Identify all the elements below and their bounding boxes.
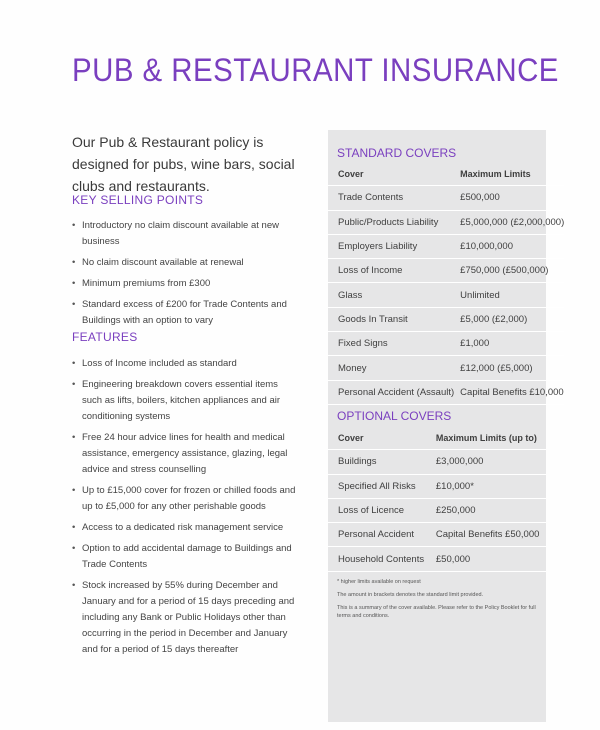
cover-cell: Personal Accident <box>328 523 430 547</box>
list-item: • Access to a dedicated risk management service <box>72 520 297 536</box>
optional-covers-table <box>328 426 546 572</box>
cover-cell: Loss of Licence <box>328 498 430 522</box>
optional-covers-heading: OPTIONAL COVERS <box>337 409 452 423</box>
limit-cell: £5,000 (£2,000) <box>454 307 564 331</box>
key-selling-points-list <box>72 218 297 334</box>
footnotes <box>337 578 537 625</box>
table-row <box>328 498 546 522</box>
table-row <box>328 210 564 234</box>
cover-cell: Goods In Transit <box>328 307 454 331</box>
limit-cell: £10,000* <box>430 474 546 498</box>
cover-cell: Specified All Risks <box>328 474 430 498</box>
cover-cell: Money <box>328 356 454 380</box>
cover-cell: Loss of Income <box>328 259 454 283</box>
limit-cell: Capital Benefits £10,000 <box>454 380 564 404</box>
table-header-row <box>328 426 546 450</box>
limit-cell: £10,000,000 <box>454 234 564 258</box>
limit-cell: £5,000,000 (£2,000,000) <box>454 210 564 234</box>
table-header-row <box>328 162 564 186</box>
cover-cell: Buildings <box>328 450 430 474</box>
list-item: • Standard excess of £200 for Trade Contents and Buildings with an option to vary <box>72 297 297 329</box>
table-row <box>328 283 564 307</box>
limit-cell: £50,000 <box>430 547 546 571</box>
list-item: • Option to add accidental damage to Buildings and Trade Contents <box>72 541 297 573</box>
cover-cell: Personal Accident (Assault) <box>328 380 454 404</box>
limit-cell: £250,000 <box>430 498 546 522</box>
page-title: PUB & RESTAURANT INSURANCE <box>72 52 559 88</box>
covers-panel <box>328 130 565 722</box>
cover-cell: Public/Products Liability <box>328 210 454 234</box>
table-row <box>328 259 564 283</box>
list-item: • Loss of Income included as standard <box>72 356 297 372</box>
limit-cell: £750,000 (£500,000) <box>454 259 564 283</box>
footnote: The amount in brackets denotes the standard limit provided. <box>337 592 484 598</box>
list-item: • No claim discount available at renewal <box>72 255 297 271</box>
col-limit-header: Maximum Limits <box>454 162 564 186</box>
features-heading: FEATURES <box>72 330 138 344</box>
table-row <box>328 234 564 258</box>
cover-cell: Employers Liability <box>328 234 454 258</box>
col-limit-header: Maximum Limits (up to) <box>430 426 546 450</box>
col-cover-header: Cover <box>328 426 430 450</box>
cover-cell: Fixed Signs <box>328 332 454 356</box>
table-row <box>328 380 564 404</box>
limit-cell: Capital Benefits £50,000 <box>430 523 546 547</box>
table-row <box>328 523 546 547</box>
list-item: • Introductory no claim discount available at new business <box>72 218 297 250</box>
table-row <box>328 307 564 331</box>
intro-text: Our Pub & Restaurant policy is designed for pubs, wine bars, social clubs and restaurants. <box>72 134 295 194</box>
cover-cell: Household Contents <box>328 547 430 571</box>
standard-covers-heading: STANDARD COVERS <box>337 146 457 160</box>
col-cover-header: Cover <box>328 162 454 186</box>
table-row <box>328 332 564 356</box>
list-item: • Engineering breakdown covers essential items such as lifts, boilers, kitchen appliances and air conditioning systems <box>72 377 297 425</box>
table-row <box>328 450 546 474</box>
features-list <box>72 356 297 663</box>
limit-cell: £3,000,000 <box>430 450 546 474</box>
limit-cell: £1,000 <box>454 332 564 356</box>
list-item: • Minimum premiums from £300 <box>72 276 297 292</box>
list-item: • Stock increased by 55% during December and January and for a period of 15 days preceding and including any Bank or Public Holidays other than occurring in the period in December and January and for a period of 15 days thereafter <box>72 578 297 658</box>
key-selling-points-heading: KEY SELLING POINTS <box>72 193 204 207</box>
standard-covers-table <box>328 162 564 405</box>
cover-cell: Glass <box>328 283 454 307</box>
list-item: • Free 24 hour advice lines for health and medical assistance, emergency assistance, glazing, legal advice and stress counselling <box>72 430 297 478</box>
footnote: This is a summary of the cover available. Please refer to the Policy Booklet for full terms and conditions. <box>337 605 536 619</box>
table-row <box>328 547 546 571</box>
table-row <box>328 186 564 210</box>
cover-cell: Trade Contents <box>328 186 454 210</box>
limit-cell: £12,000 (£5,000) <box>454 356 564 380</box>
limit-cell: £500,000 <box>454 186 564 210</box>
list-item: • Up to £15,000 cover for frozen or chilled foods and up to £5,000 for any other perishable goods <box>72 483 297 515</box>
limit-cell: Unlimited <box>454 283 564 307</box>
table-row <box>328 356 564 380</box>
footnote: * higher limits available on request <box>337 579 421 585</box>
table-row <box>328 474 546 498</box>
